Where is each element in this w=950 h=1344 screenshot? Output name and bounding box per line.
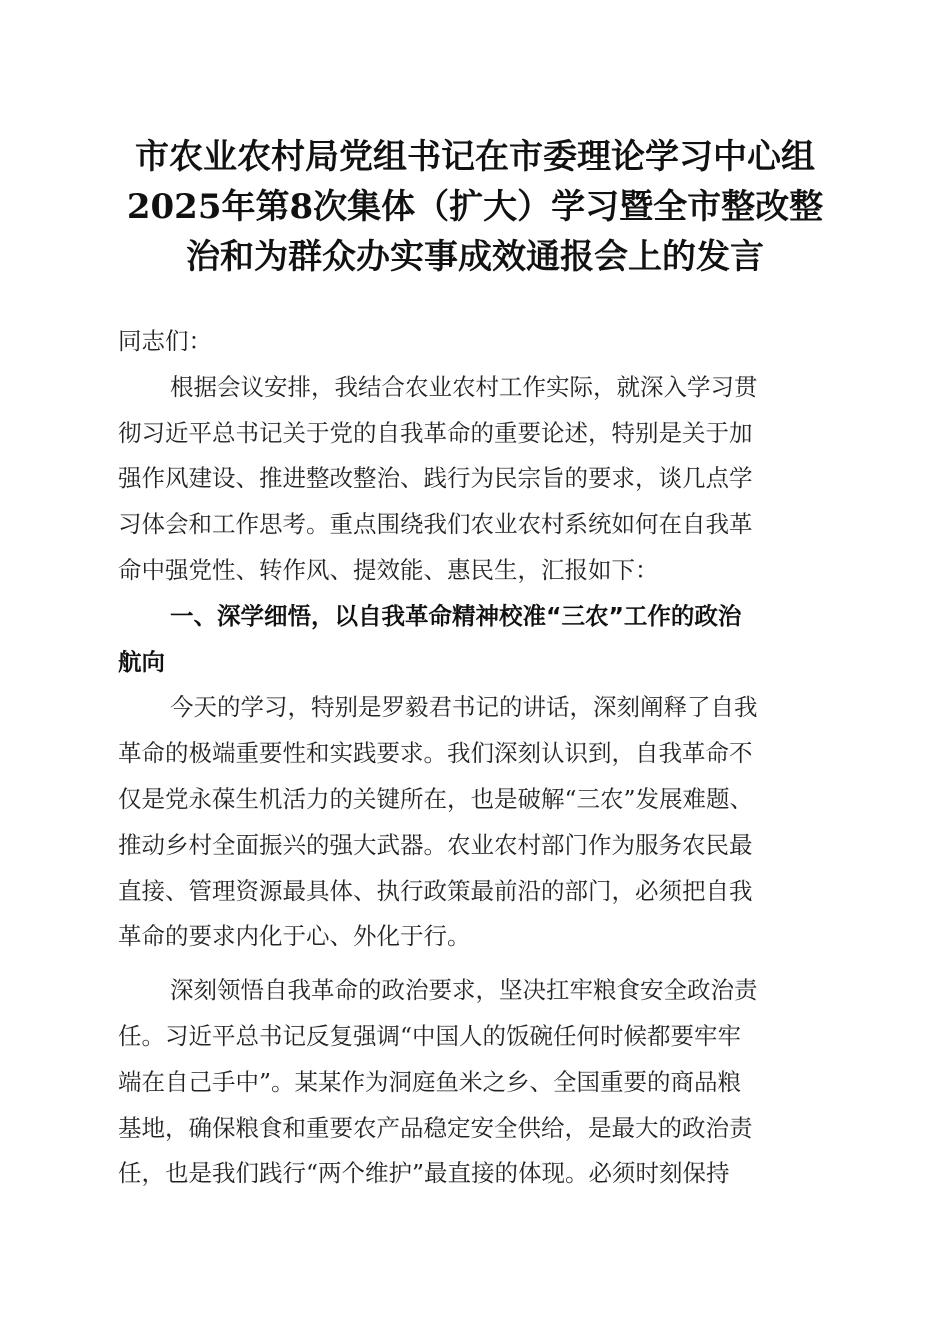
paragraph-line: 强作风建设、推进整改整治、践行为民宗旨的要求，谈几点学 — [118, 464, 753, 493]
paragraph-line: 今天的学习，特别是罗毅君书记的讲话，深刻阐释了自我 — [170, 693, 758, 722]
intro-paragraph — [118, 365, 838, 594]
document-body — [118, 319, 838, 1197]
paragraph-line: 革命的极端重要性和实践要求。我们深刻认识到，自我革命不 — [118, 739, 753, 768]
document-title — [100, 132, 850, 282]
salutation: 同志们： — [118, 327, 212, 355]
section-paragraph — [118, 968, 838, 1197]
paragraph-line: 直接、管理资源最具体、执行政策最前沿的部门，必须把自我 — [118, 876, 753, 905]
heading-line: 一、深学细悟，以自我革命精神校准“三农”工作的政治 — [170, 601, 742, 630]
paragraph-line: 命中强党性、转作风、提效能、惠民生，汇报如下： — [118, 555, 659, 584]
title-line: 治和为群众办实事成效通报会上的发言 — [186, 237, 764, 277]
paragraph-line: 推动乡村全面振兴的强大武器。农业农村部门作为服务农民最 — [118, 830, 753, 859]
paragraph-line: 基地，确保粮食和重要农产品稳定安全供给，是最大的政治责 — [118, 1113, 753, 1142]
paragraph-line: 革命的要求内化于心、外化于行。 — [118, 922, 471, 951]
paragraph-line: 任，也是我们践行“两个维护”最直接的体现。必须时刻保持 — [118, 1159, 730, 1188]
paragraph-line: 仅是党永葆生机活力的关键所在，也是破解“三农”发展难题、 — [118, 784, 754, 813]
section-paragraph — [118, 685, 838, 960]
paragraph-line: 端在自己手中”。某某作为洞庭鱼米之乡、全国重要的商品粮 — [118, 1067, 742, 1096]
paragraph-line: 根据会议安排，我结合农业农村工作实际，就深入学习贯 — [170, 372, 758, 401]
paragraph-line: 习体会和工作思考。重点围绕我们农业农村系统如何在自我革 — [118, 510, 753, 539]
paragraph-gap — [118, 960, 838, 968]
title-line: 市农业农村局党组书记在市委理论学习中心组 — [135, 137, 815, 177]
paragraph-line: 任。习近平总书记反复强调“中国人的饭碗任何时候都要牢牢 — [118, 1021, 742, 1050]
title-line: 2025年第8次集体（扩大）学习暨全市整改整 — [126, 187, 824, 227]
section-heading — [118, 594, 838, 686]
paragraph-line: 深刻领悟自我革命的政治要求，坚决扛牢粮食安全政治责 — [170, 976, 758, 1005]
heading-line: 航向 — [118, 647, 165, 676]
paragraph-line: 彻习近平总书记关于党的自我革命的重要论述，特别是关于加 — [118, 418, 753, 447]
